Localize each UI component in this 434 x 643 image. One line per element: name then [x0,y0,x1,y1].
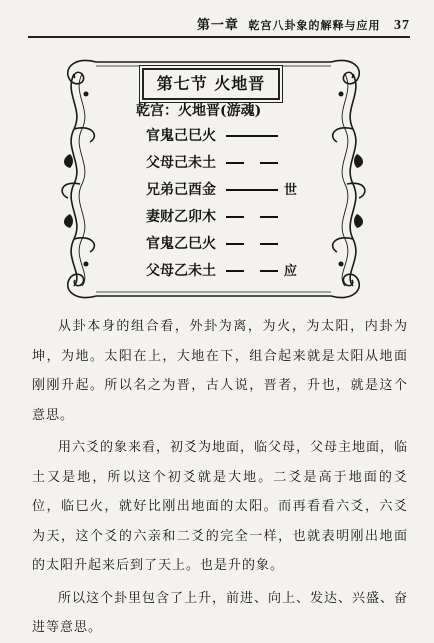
yin-line [226,270,278,272]
chapter-label: 第一章 [196,18,239,33]
section-title: 第七节 火地晋 [142,68,280,100]
yao-line-1 [146,261,297,281]
paragraph: 用六爻的象来看，初爻为地面，临父母，父母主地面，临土又是地，所以这个初爻就是大地。二爻是高于地面的爻位，临巳火，就好比刚出地面的太阳。而再看看六爻，六爻为天，这个爻的六亲和二爻的完全一样，也就表明刚出地面的太阳升起来后到了天上。也是升的象。 [32,440,409,573]
body-text [32,312,408,643]
yao-line-4 [146,180,297,200]
yao-name: 官鬼乙巳火 [146,236,216,252]
yin-line [226,216,278,218]
chapter-subtitle: 乾宫八卦象的解释与应用 [248,19,381,32]
page-number: 37 [394,18,410,33]
ornamental-frame [56,54,371,304]
yin-line [226,162,278,164]
yang-line [226,135,278,137]
yao-mark: 世 [284,183,298,198]
yao-line-5 [146,153,284,173]
yao-name: 官鬼己巳火 [146,128,216,144]
yao-name: 妻财乙卯木 [146,209,216,225]
yao-name: 父母乙未土 [146,263,216,279]
paragraph: 从卦本身的组合看，外卦为离，为火，为太阳，内卦为坤，为地。太阳在上，大地在下，组合起来就是太阳从地面刚刚升起。所以名之为晋，古人说，晋者，升也，就是这个意思。 [32,319,408,423]
yao-line-2 [146,234,284,254]
header-rule [28,36,410,38]
yao-name: 兄弟己酉金 [146,182,216,198]
yao-line-3 [146,207,284,227]
yao-line-6 [146,126,284,146]
paragraph: 所以这个卦里包含了上升，前进、向上、发达、兴盛、奋进等意思。 [32,590,409,635]
yao-name: 父母己未土 [146,155,216,171]
palace-line: 乾宫：火地晋(游魂) [136,103,262,119]
yao-mark: 应 [284,264,298,279]
yin-line [226,243,278,245]
yang-line [226,189,278,191]
running-head [197,14,410,34]
page-header [0,12,434,36]
